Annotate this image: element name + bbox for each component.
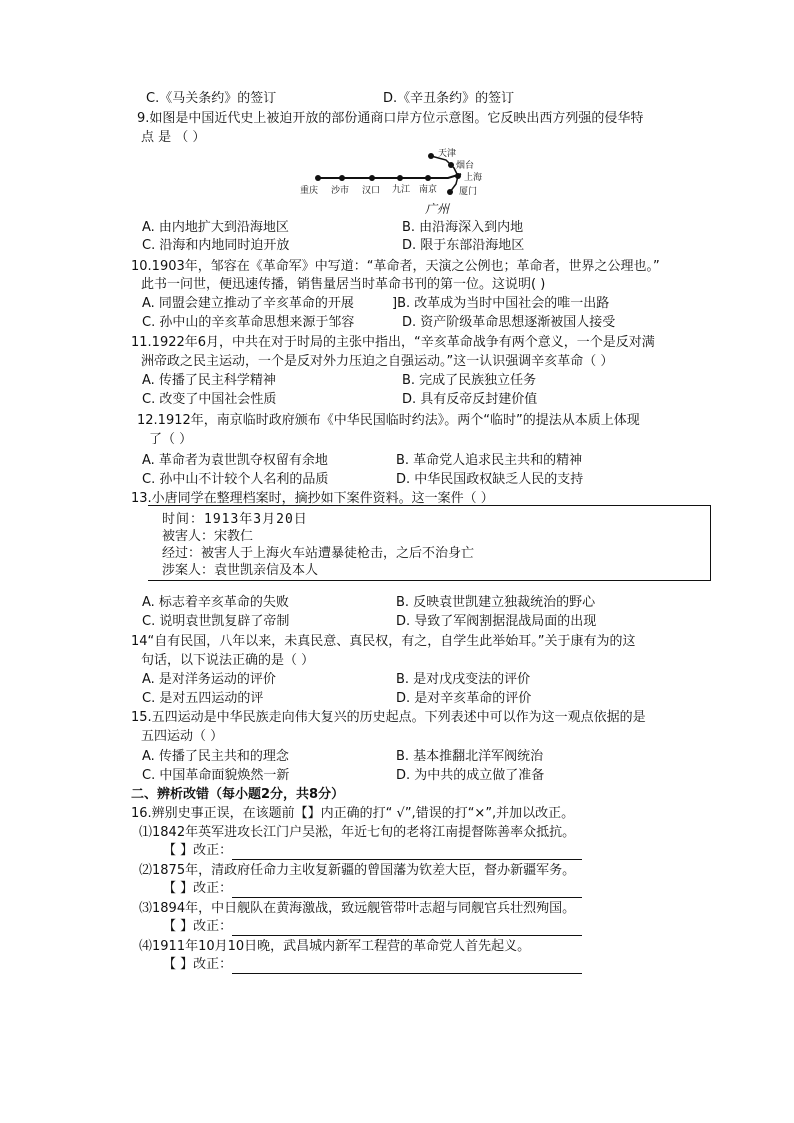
q14-option-d: D. 是对辛亥革命的评价 — [396, 691, 532, 706]
q10-option-b: ]B. 改革成为当时中国社会的唯一出路 — [392, 296, 610, 311]
case-victim: 被害人：宋教仁 — [162, 529, 254, 544]
treaty-ports-map — [296, 146, 502, 206]
q16-statement-4: ⑷1911年10月10日晚，武昌城内新军工程营的革命党人首先起义。 — [139, 939, 531, 954]
q16-statement-1: ⑴1842年英军进攻长江门户吴淞，年近七旬的老将江南提督陈善率众抵抗。 — [139, 825, 576, 840]
city-nanjing: 南京 — [419, 185, 438, 195]
case-suspect: 涉案人：袁世凯亲信及本人 — [162, 563, 319, 578]
correction-label: 【 】改正： — [163, 843, 233, 858]
correction-blank-2[interactable] — [232, 884, 582, 898]
q16-stem: 16.辨别史事正误，在该题前【】内正确的打“ √”,错误的打“×”,并加以改正。 — [131, 806, 575, 821]
q10-option-a: A. 同盟会建立推动了辛亥革命的开展 — [142, 296, 354, 311]
q15-option-c: C. 中国革命面貌焕然一新 — [142, 768, 290, 783]
q12-option-a: A. 革命者为袁世凯夺权留有余地 — [142, 453, 328, 468]
q16-statement-3: ⑶1894年，中日舰队在黄海激战，致远舰管带叶志超与同舰官兵壮烈殉国。 — [139, 901, 576, 916]
q16-statement-2: ⑵1875年，清政府任命力主收复新疆的曾国藩为钦差大臣，督办新疆军务。 — [139, 863, 576, 878]
city-chongqing: 重庆 — [300, 186, 319, 196]
q16-answer-row-3 — [163, 918, 582, 936]
case-process: 经过：被害人于上海火车站遭暴徒枪击，之后不治身亡 — [162, 546, 475, 561]
section-2-title: 二、辨析改错（每小题2分，共8分） — [131, 787, 345, 802]
city-xiamen: 厦门 — [459, 187, 478, 197]
case-time: 时间：1913年3月20日 — [162, 512, 308, 527]
q9-option-c: C. 沿海和内地同时迫开放 — [142, 238, 290, 253]
q11-option-a: A. 传播了民主科学精神 — [142, 373, 276, 388]
city-yantai: 烟台 — [456, 161, 475, 171]
q10-option-d: D. 资产阶级革命思想逐渐被国人接受 — [402, 315, 616, 330]
q15-stem-line2: 五四运动（ ） — [141, 729, 224, 744]
q13-option-a: A. 标志着辛亥革命的失败 — [142, 595, 289, 610]
q16-answer-row-2 — [163, 880, 582, 898]
q9-option-b: B. 由沿海深入到内地 — [402, 220, 524, 235]
q15-option-a: A. 传播了民主共和的理念 — [142, 749, 289, 764]
q15-stem-line1: 15.五四运动是中华民族走向伟大复兴的历史起点。下列表述中可以作为这一观点依据的是 — [131, 710, 646, 725]
q12-stem-line1: 12.1912年，南京临时政府颁布《中华民国临时约法》。两个“临时”的提法从本质上体现 — [137, 413, 640, 428]
city-hankou: 汉口 — [362, 186, 381, 196]
q12-option-c: C. 孙中山不计较个人名利的品质 — [142, 472, 329, 487]
city-shanghai: 上海 — [464, 173, 483, 183]
q12-stem-line2: 了（ ） — [149, 432, 193, 447]
q16-answer-row-4 — [163, 956, 582, 974]
q9-stem-line1: 9.如图是中国近代史上被迫开放的部份通商口岸方位示意图。它反映出西方列强的侵华特 — [137, 111, 644, 126]
q11-stem-line1: 11.1922年6月，中共在对于时局的主张中指出，“辛亥革命战争有两个意义，一个是反对满 — [131, 335, 655, 350]
q10-stem-line2: 此书一问世，便迅速传播，销售量居当时革命书刊的第一位。这说明( ) — [141, 277, 546, 292]
correction-blank-1[interactable] — [232, 846, 582, 860]
q14-option-c: C. 是对五四运动的评 — [142, 691, 264, 706]
q16-answer-row-1 — [163, 842, 582, 860]
q10-stem-line1: 10.1903年，邹容在《革命军》中写道：“革命者，天演之公例也；革命者，世界之公理也。” — [131, 259, 660, 274]
q11-option-c: C. 改变了中国社会性质 — [142, 392, 277, 407]
correction-label: 【 】改正： — [163, 919, 233, 934]
correction-blank-4[interactable] — [232, 960, 582, 974]
city-tianjin: 天津 — [438, 149, 457, 159]
q14-option-b: B. 是对戊戌变法的评价 — [396, 672, 531, 687]
q14-stem-line2: 句话，以下说法正确的是（ ） — [141, 653, 315, 668]
q11-option-b: B. 完成了民族独立任务 — [402, 373, 537, 388]
q15-option-b: B. 基本推翻北洋军阀统治 — [396, 749, 544, 764]
city-shashi: 沙市 — [331, 186, 350, 196]
q13-option-c: C. 说明袁世凯复辟了帝制 — [142, 614, 290, 629]
q14-stem-line1: 14“自有民国，八年以来，未真民意、真民权，有之，自学生此举始耳。”关于康有为的这 — [131, 634, 636, 649]
q8-option-d: D.《辛丑条约》的签订 — [383, 91, 515, 106]
correction-blank-3[interactable] — [232, 922, 582, 936]
q12-option-b: B. 革命党人追求民主共和的精神 — [396, 453, 583, 468]
city-jiujiang: 九江 — [392, 185, 411, 195]
q12-option-d: D. 中华民国政权缺乏人民的支持 — [396, 472, 584, 487]
q11-stem-line2: 洲帝政之民主运动，一个是反对外力压迫之自强运动。”这一认识强调辛亥革命（ ） — [141, 354, 614, 369]
map-label-guangzhou: 广州 — [425, 202, 450, 216]
correction-label: 【 】改正： — [163, 881, 233, 896]
q9-option-a: A. 由内地扩大到沿海地区 — [142, 220, 289, 235]
q11-option-d: D. 具有反帝反封建价值 — [402, 392, 538, 407]
q8-option-c: C.《马关条约》的签订 — [146, 91, 277, 106]
q13-stem: 13.小唐同学在整理档案时，摘抄如下案件资料。这一案件（ ） — [131, 491, 494, 506]
q13-option-d: D. 导致了军阀割据混战局面的出现 — [396, 614, 597, 629]
q13-option-b: B. 反映袁世凯建立独裁统治的野心 — [396, 595, 596, 610]
q9-option-d: D. 限于东部沿海地区 — [402, 238, 525, 253]
q10-option-c: C. 孙中山的辛亥革命思想来源于邹容 — [142, 315, 355, 330]
correction-label: 【 】改正： — [163, 957, 233, 972]
q9-stem-line2: 点 是 （ ） — [141, 130, 206, 145]
q14-option-a: A. 是对洋务运动的评价 — [142, 672, 276, 687]
q15-option-d: D. 为中共的成立做了准备 — [396, 768, 545, 783]
